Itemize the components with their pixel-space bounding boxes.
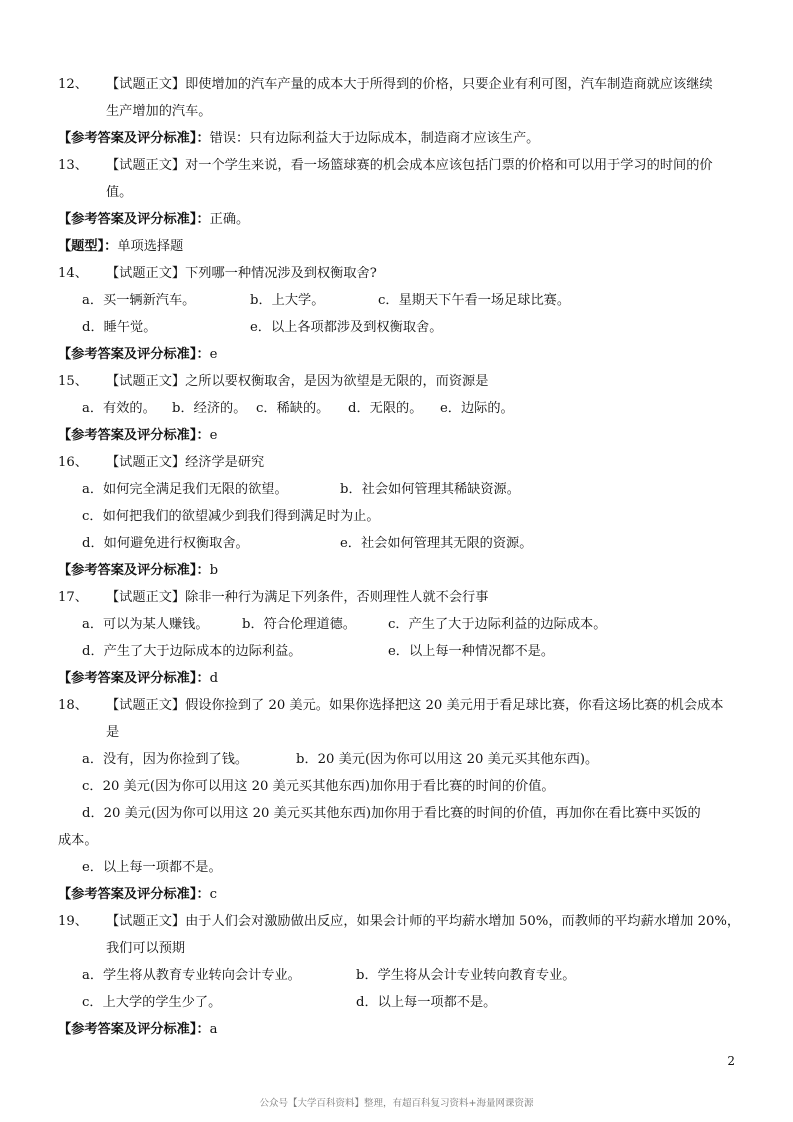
q16-option-b: b．社会如何管理其稀缺资源。 [340,482,520,497]
q19-option-d: d．以上每一项都不是。 [356,995,497,1010]
q17-option-b: b．符合伦理道德。 [242,617,356,632]
answer-label: 【参考答案及评分标准】： [58,428,210,443]
q17-answer [58,670,737,688]
answer-value: e [209,347,218,362]
q13-line1 [58,157,737,175]
q17-stem [58,589,737,607]
q18-option-a: a．没有，因为你捡到了钱。 [82,752,249,767]
q15-text: 【试题正文】之所以要权衡取舍，是因为欲望是无限的，而资源是 [106,374,489,389]
q16-option-d: d．如何避免进行权衡取舍。 [82,536,249,551]
q15-option-c: c．稀缺的。 [256,401,330,416]
q16-option-a: a．如何完全满足我们无限的欲望。 [82,482,288,497]
q14-option-c: c．星期天下午看一场足球比赛。 [378,293,571,308]
answer-value: d [209,671,219,686]
q19-option-c: c．上大学的学生少了。 [82,995,222,1010]
question-type-value: 单项选择题 [117,239,184,254]
answer-value: e [209,428,218,443]
q12-line1 [58,76,737,94]
q17-option-a: a．可以为某人赚钱。 [82,617,209,632]
page-number: 2 [727,1054,735,1068]
q15-option-b: b．经济的。 [172,401,247,416]
q14-number: 14、 [58,266,88,281]
q18-text: 【试题正文】假设你捡到了 20 美元。如果你选择把这 20 美元用于看足球比赛，你看这场比赛的机会成本 [106,698,724,713]
q18-option-b: b．20 美元(因为你可以用这 20 美元买其他东西)。 [296,752,599,767]
q12-number: 12、 [58,77,88,92]
answer-label: 【参考答案及评分标准】： [58,671,210,686]
q19-line1 [58,913,741,931]
q16-option-c: c．如何把我们的欲望减少到我们得到满足时为止。 [82,509,380,524]
q16-option-e: e．社会如何管理其无限的资源。 [340,536,533,551]
q16-answer [58,562,737,580]
footer-watermark: 公众号【大学百科资料】整理，有超百科复习资料+海量网课资源 [259,1098,534,1109]
q14-option-a: a．买一辆新汽车。 [82,293,196,308]
q14-option-d: d．睡午觉。 [82,320,157,335]
q18-answer [58,886,737,904]
q19-option-a: a．学生将从教育专业转向会计专业。 [82,968,301,983]
answer-label: 【参考答案及评分标准】： [58,887,210,902]
q17-option-c: c．产生了大于边际利益的边际成本。 [388,617,607,632]
q18-number: 18、 [58,698,88,713]
q19-text: 【试题正文】由于人们会对激励做出反应，如果会计师的平均薪水增加 50%，而教师的平均薪水增加 20%， [106,914,741,929]
q14-option-b: b．上大学。 [250,293,325,308]
q14-answer [58,346,737,364]
q19-answer [58,1021,737,1039]
q16-stem [58,454,737,472]
q17-option-d: d．产生了大于边际成本的边际利益。 [82,644,302,659]
answer-value: b [209,563,219,578]
q13-line2: 值。 [106,185,133,200]
q19-line2: 我们可以预期 [106,941,186,956]
q19-option-b: b．学生将从会计专业转向教育专业。 [356,968,576,983]
answer-label: 【参考答案及评分标准】： [58,131,210,146]
q14-stem [58,265,737,283]
q15-option-d: d．无限的。 [348,401,423,416]
q18-option-e: e．以上每一项都不是。 [82,860,222,875]
q14-option-e: e．以上各项都涉及到权衡取舍。 [250,320,443,335]
answer-value: c [209,887,218,902]
answer-label: 【参考答案及评分标准】： [58,563,210,578]
q12-line2: 生产增加的汽车。 [106,104,212,119]
q15-option-e: e．边际的。 [440,401,514,416]
q12-text: 【试题正文】即使增加的汽车产量的成本大于所得到的价格，只要企业有利可图，汽车制造商就应该继续 [106,77,713,92]
q14-text: 【试题正文】下列哪一种情况涉及到权衡取舍? [106,266,377,281]
answer-label: 【参考答案及评分标准】： [58,1022,210,1037]
q13-number: 13、 [58,158,88,173]
q15-number: 15、 [58,374,88,389]
q18-option-d: d．20 美元(因为你可以用这 20 美元买其他东西)加你用于看比赛的时间的价值，再加你在看比赛中买饭的 [82,806,701,821]
q15-answer [58,427,737,445]
q17-option-e: e．以上每一种情况都不是。 [388,644,555,659]
q15-option-a: a．有效的。 [82,401,156,416]
answer-value: 错误：只有边际利益大于边际成本，制造商才应该生产。 [209,131,540,146]
q15-stem [58,373,737,391]
q18-line2: 是 [106,725,120,740]
answer-label: 【参考答案及评分标准】： [58,212,210,227]
q16-number: 16、 [58,455,88,470]
q18-option-c: c．20 美元(因为你可以用这 20 美元买其他东西)加你用于看比赛的时间的价值。 [82,779,555,794]
q13-answer [58,211,737,229]
q17-text: 【试题正文】除非一种行为满足下列条件，否则理性人就不会行事 [106,590,489,605]
question-type [58,238,737,256]
q16-text: 【试题正文】经济学是研究 [106,455,265,470]
answer-value: a [209,1022,218,1037]
q18-option-d-cont: 成本。 [58,833,98,848]
q12-answer [58,130,737,148]
q17-number: 17、 [58,590,88,605]
question-type-label: 【题型】： [58,239,118,254]
q13-text: 【试题正文】对一个学生来说，看一场篮球赛的机会成本应该包括门票的价格和可以用于学习的时间的价 [106,158,713,173]
answer-value: 正确。 [209,212,250,227]
q19-number: 19、 [58,914,88,929]
q18-line1 [58,697,737,715]
answer-label: 【参考答案及评分标准】： [58,347,210,362]
